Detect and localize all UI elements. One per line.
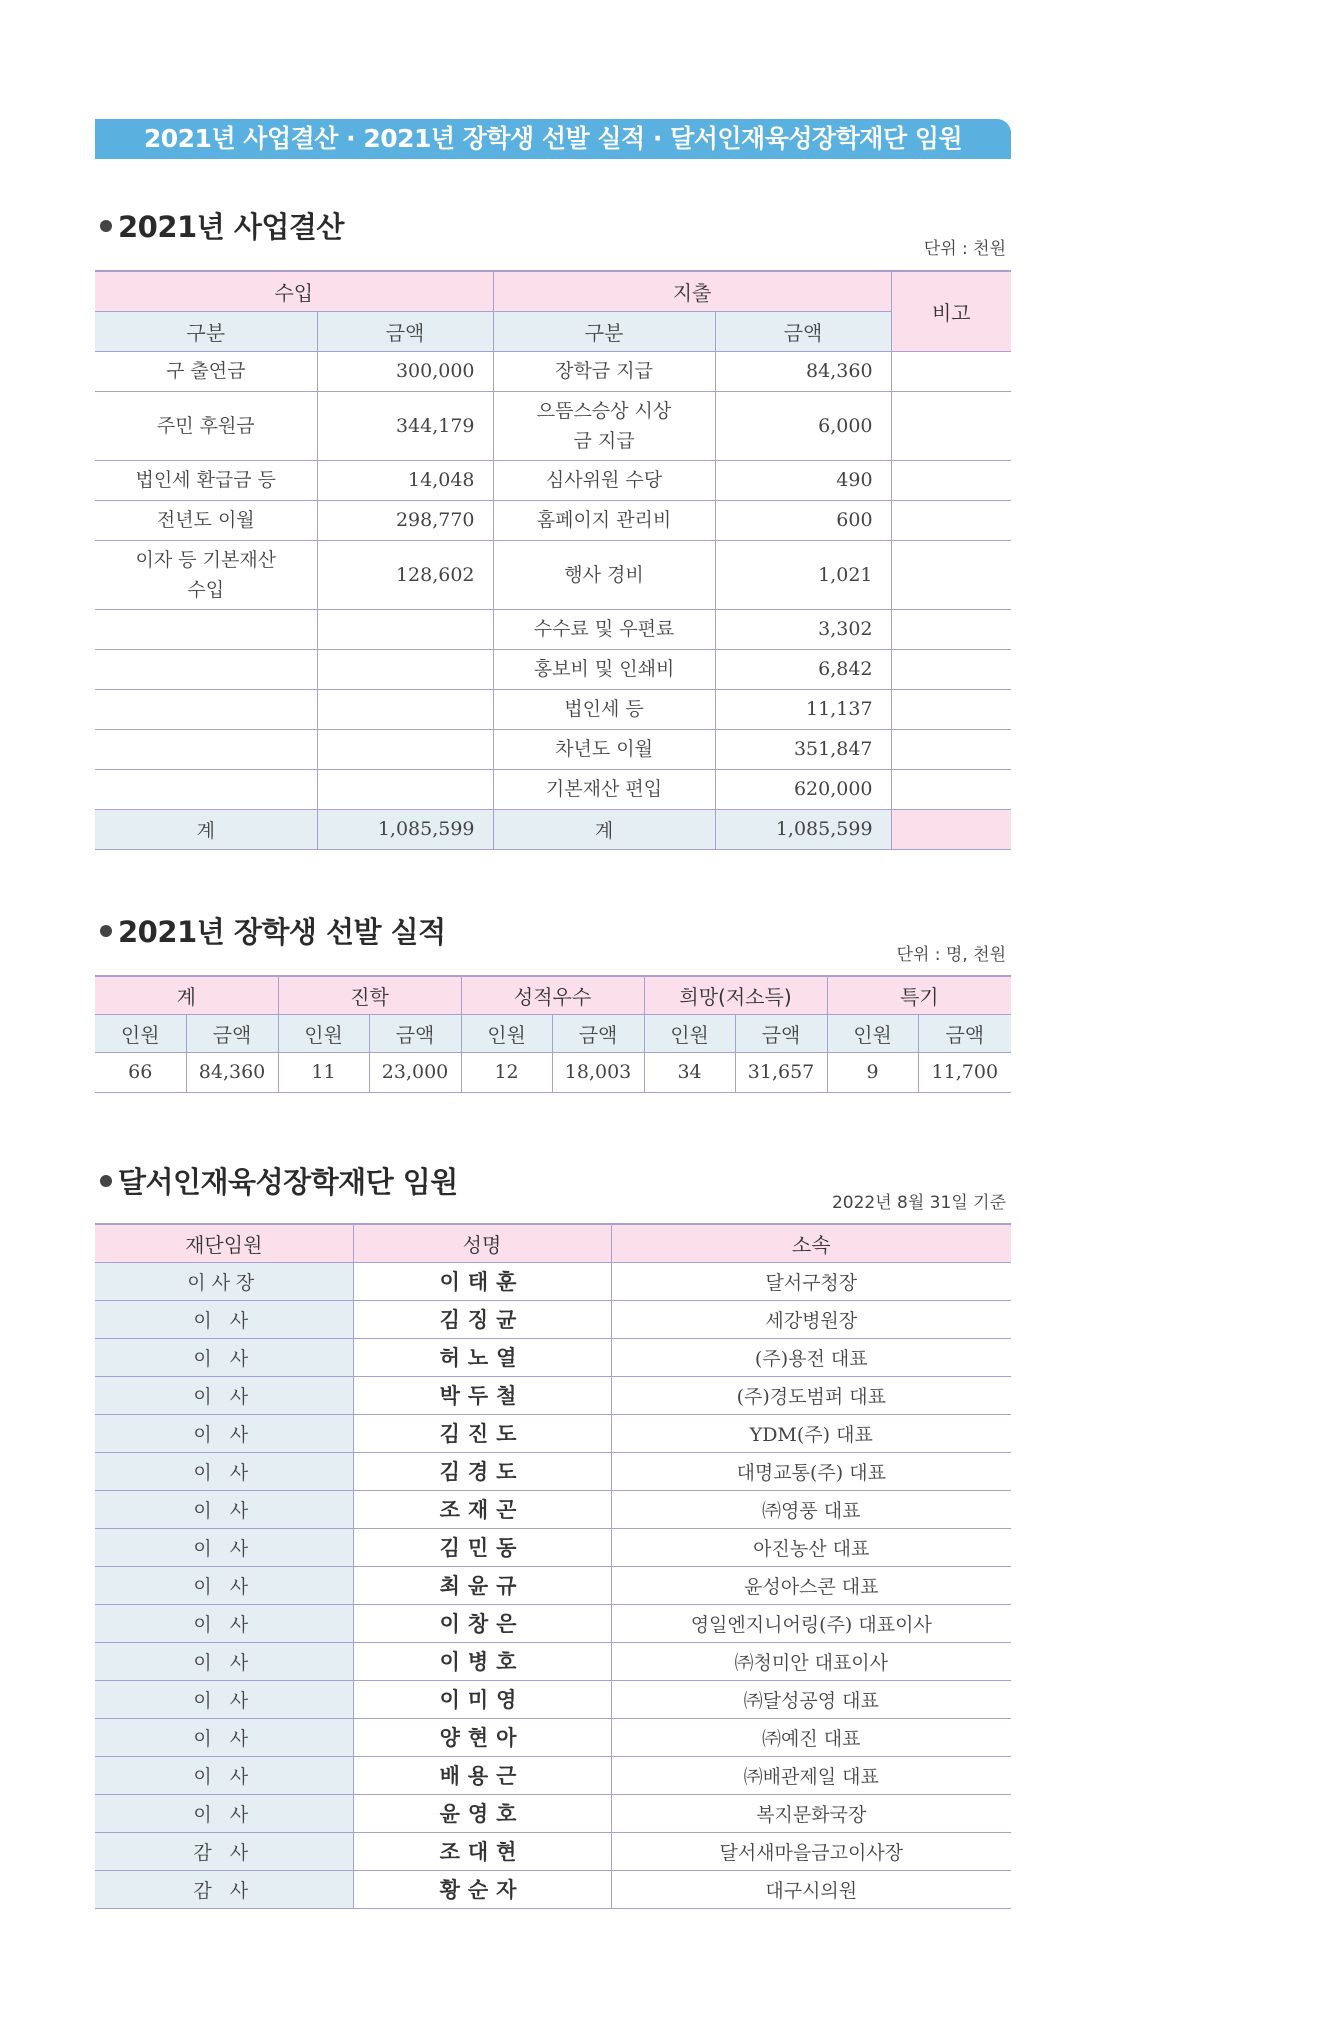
officer-org: 영일엔지니어링(주) 대표이사 — [611, 1604, 1011, 1642]
settlement-row — [95, 460, 1011, 500]
expense-category-cell: 행사 경비 — [493, 540, 715, 609]
income-amount-cell — [317, 729, 493, 769]
scholarship-group-header: 계 — [95, 976, 278, 1014]
income-amount-cell — [317, 689, 493, 729]
officer-name: 김징균 — [353, 1300, 611, 1338]
officer-org: ㈜청미안 대표이사 — [611, 1642, 1011, 1680]
expense-category-cell: 홍보비 및 인쇄비 — [493, 649, 715, 689]
income-amount-cell: 298,770 — [317, 500, 493, 540]
officer-org: ㈜달성공영 대표 — [611, 1680, 1011, 1718]
income-category-header: 구분 — [95, 311, 317, 351]
settlement-unit: 단위 : 천원 — [923, 239, 1006, 259]
settlement-row — [95, 609, 1011, 649]
income-amount-cell — [317, 769, 493, 809]
people-subheader: 인원 — [278, 1014, 369, 1052]
note-cell — [891, 391, 1011, 460]
note-cell — [891, 769, 1011, 809]
officer-org: 달서구청장 — [611, 1262, 1011, 1300]
people-subheader: 인원 — [461, 1014, 552, 1052]
officer-name: 이태훈 — [353, 1262, 611, 1300]
note-cell — [891, 649, 1011, 689]
officer-role: 감 사 — [95, 1870, 353, 1908]
officer-row — [95, 1376, 1011, 1414]
people-subheader: 인원 — [644, 1014, 735, 1052]
note-cell — [891, 729, 1011, 769]
officer-name: 이창은 — [353, 1604, 611, 1642]
officer-row — [95, 1604, 1011, 1642]
officer-org: ㈜배관제일 대표 — [611, 1756, 1011, 1794]
officer-role: 이 사 — [95, 1490, 353, 1528]
officers-table — [95, 1223, 1011, 1909]
officer-org: 대명교통(주) 대표 — [611, 1452, 1011, 1490]
total-income-amount: 1,085,599 — [317, 809, 493, 849]
people-value: 34 — [644, 1052, 735, 1092]
settlement-row — [95, 500, 1011, 540]
total-note-cell — [891, 809, 1011, 849]
settlement-row — [95, 729, 1011, 769]
officer-name: 허노열 — [353, 1338, 611, 1376]
amount-value: 18,003 — [552, 1052, 644, 1092]
officer-role: 이 사 — [95, 1300, 353, 1338]
income-amount-cell — [317, 609, 493, 649]
scholarship-title-text: 2021년 장학생 선발 실적 — [118, 915, 446, 949]
officer-row — [95, 1870, 1011, 1908]
officer-role: 이 사 — [95, 1452, 353, 1490]
expense-amount-cell: 3,302 — [715, 609, 891, 649]
people-subheader: 인원 — [827, 1014, 918, 1052]
income-category-cell: 구 출연금 — [95, 351, 317, 391]
officer-role: 이 사 — [95, 1718, 353, 1756]
officer-org: 대구시의원 — [611, 1870, 1011, 1908]
settlement-row — [95, 540, 1011, 609]
scholarship-group-header: 특기 — [827, 976, 1011, 1014]
officer-role: 이사장 — [95, 1262, 353, 1300]
note-cell — [891, 500, 1011, 540]
amount-value: 23,000 — [369, 1052, 461, 1092]
income-amount-cell: 14,048 — [317, 460, 493, 500]
officer-org: 윤성아스콘 대표 — [611, 1566, 1011, 1604]
officer-name: 김진도 — [353, 1414, 611, 1452]
note-cell — [891, 540, 1011, 609]
officer-org: 세강병원장 — [611, 1300, 1011, 1338]
expense-amount-cell: 351,847 — [715, 729, 891, 769]
income-category-cell — [95, 729, 317, 769]
officer-role: 감 사 — [95, 1832, 353, 1870]
officer-row — [95, 1680, 1011, 1718]
expense-amount-cell: 11,137 — [715, 689, 891, 729]
officer-name: 이병호 — [353, 1642, 611, 1680]
expense-amount-header: 금액 — [715, 311, 891, 351]
expense-amount-cell: 600 — [715, 500, 891, 540]
income-category-cell — [95, 609, 317, 649]
scholarship-group-header: 진학 — [278, 976, 461, 1014]
officer-role-header: 재단임원 — [95, 1224, 353, 1262]
note-header: 비고 — [891, 271, 1011, 351]
officer-name: 조대현 — [353, 1832, 611, 1870]
officer-row — [95, 1338, 1011, 1376]
income-header: 수입 — [95, 271, 493, 311]
officer-row — [95, 1452, 1011, 1490]
officer-name: 황순자 — [353, 1870, 611, 1908]
people-subheader: 인원 — [95, 1014, 186, 1052]
officer-name: 이미영 — [353, 1680, 611, 1718]
income-category-cell: 전년도 이월 — [95, 500, 317, 540]
officer-org: 복지문화국장 — [611, 1794, 1011, 1832]
total-expense-label: 계 — [493, 809, 715, 849]
expense-category-cell: 으뜸스승상 시상금 지급 — [493, 391, 715, 460]
expense-category-header: 구분 — [493, 311, 715, 351]
people-value: 12 — [461, 1052, 552, 1092]
amount-subheader: 금액 — [369, 1014, 461, 1052]
settlement-title-text: 2021년 사업결산 — [118, 210, 344, 244]
settlement-row — [95, 391, 1011, 460]
expense-amount-cell: 6,000 — [715, 391, 891, 460]
note-cell — [891, 351, 1011, 391]
income-amount-cell: 128,602 — [317, 540, 493, 609]
section-banner: 2021년 사업결산 · 2021년 장학생 선발 실적 · 달서인재육성장학재단 임원 — [95, 119, 1011, 159]
officer-name: 최윤규 — [353, 1566, 611, 1604]
settlement-row — [95, 649, 1011, 689]
officer-name: 김경도 — [353, 1452, 611, 1490]
income-category-cell — [95, 649, 317, 689]
expense-amount-cell: 490 — [715, 460, 891, 500]
settlement-row — [95, 351, 1011, 391]
officer-row — [95, 1566, 1011, 1604]
income-category-cell — [95, 689, 317, 729]
officer-role: 이 사 — [95, 1338, 353, 1376]
officers-title-text: 달서인재육성장학재단 임원 — [118, 1165, 458, 1199]
officer-org: YDM(주) 대표 — [611, 1414, 1011, 1452]
amount-value: 31,657 — [735, 1052, 827, 1092]
expense-amount-cell: 620,000 — [715, 769, 891, 809]
officer-role: 이 사 — [95, 1528, 353, 1566]
officer-role: 이 사 — [95, 1604, 353, 1642]
bullet-dot-icon — [100, 1175, 112, 1187]
officer-role: 이 사 — [95, 1794, 353, 1832]
officer-name: 배용근 — [353, 1756, 611, 1794]
scholarship-table — [95, 975, 1011, 1093]
officers-date: 2022년 8월 31일 기준 — [831, 1193, 1006, 1213]
officer-role: 이 사 — [95, 1566, 353, 1604]
settlement-row — [95, 689, 1011, 729]
officer-org: ㈜예진 대표 — [611, 1718, 1011, 1756]
officer-org: 달서새마을금고이사장 — [611, 1832, 1011, 1870]
officer-row — [95, 1756, 1011, 1794]
bullet-dot-icon — [100, 220, 112, 232]
officer-role: 이 사 — [95, 1680, 353, 1718]
scholarship-group-header: 성적우수 — [461, 976, 644, 1014]
expense-category-cell: 심사위원 수당 — [493, 460, 715, 500]
expense-category-cell: 장학금 지급 — [493, 351, 715, 391]
settlement-row — [95, 769, 1011, 809]
officer-row — [95, 1718, 1011, 1756]
note-cell — [891, 689, 1011, 729]
scholarship-title — [100, 910, 446, 951]
amount-value: 11,700 — [918, 1052, 1011, 1092]
people-value: 66 — [95, 1052, 186, 1092]
officers-title — [100, 1160, 458, 1201]
officer-role: 이 사 — [95, 1756, 353, 1794]
officer-org: (주)용전 대표 — [611, 1338, 1011, 1376]
officer-row — [95, 1300, 1011, 1338]
amount-subheader: 금액 — [735, 1014, 827, 1052]
officer-name-header: 성명 — [353, 1224, 611, 1262]
officer-org: ㈜영풍 대표 — [611, 1490, 1011, 1528]
income-amount-cell — [317, 649, 493, 689]
settlement-table — [95, 270, 1011, 850]
officer-org: (주)경도범퍼 대표 — [611, 1376, 1011, 1414]
officer-row — [95, 1832, 1011, 1870]
officer-row — [95, 1414, 1011, 1452]
expense-category-cell: 법인세 등 — [493, 689, 715, 729]
income-amount-cell: 300,000 — [317, 351, 493, 391]
income-amount-cell: 344,179 — [317, 391, 493, 460]
expense-category-cell: 홈페이지 관리비 — [493, 500, 715, 540]
income-category-cell: 법인세 환급금 등 — [95, 460, 317, 500]
income-category-cell: 주민 후원금 — [95, 391, 317, 460]
scholarship-group-header: 희망(저소득) — [644, 976, 827, 1014]
amount-value: 84,360 — [186, 1052, 278, 1092]
officer-org-header: 소속 — [611, 1224, 1011, 1262]
officer-role: 이 사 — [95, 1376, 353, 1414]
amount-subheader: 금액 — [918, 1014, 1011, 1052]
officer-row — [95, 1642, 1011, 1680]
bullet-dot-icon — [100, 925, 112, 937]
people-value: 9 — [827, 1052, 918, 1092]
note-cell — [891, 460, 1011, 500]
settlement-total-row — [95, 809, 1011, 849]
officer-role: 이 사 — [95, 1414, 353, 1452]
settlement-title — [100, 205, 344, 246]
note-cell — [891, 609, 1011, 649]
expense-category-cell: 기본재산 편입 — [493, 769, 715, 809]
expense-category-cell: 수수료 및 우편료 — [493, 609, 715, 649]
officer-row — [95, 1262, 1011, 1300]
officer-row — [95, 1794, 1011, 1832]
officer-role: 이 사 — [95, 1642, 353, 1680]
expense-amount-cell: 1,021 — [715, 540, 891, 609]
income-amount-header: 금액 — [317, 311, 493, 351]
expense-amount-cell: 84,360 — [715, 351, 891, 391]
scholarship-unit: 단위 : 명, 천원 — [896, 945, 1006, 965]
expense-amount-cell: 6,842 — [715, 649, 891, 689]
income-category-cell — [95, 769, 317, 809]
expense-header: 지출 — [493, 271, 891, 311]
officer-name: 김민동 — [353, 1528, 611, 1566]
officer-name: 박두철 — [353, 1376, 611, 1414]
expense-category-cell: 차년도 이월 — [493, 729, 715, 769]
amount-subheader: 금액 — [186, 1014, 278, 1052]
officer-row — [95, 1528, 1011, 1566]
officer-org: 아진농산 대표 — [611, 1528, 1011, 1566]
officer-name: 조재곤 — [353, 1490, 611, 1528]
officer-name: 윤영호 — [353, 1794, 611, 1832]
people-value: 11 — [278, 1052, 369, 1092]
officer-row — [95, 1490, 1011, 1528]
amount-subheader: 금액 — [552, 1014, 644, 1052]
total-income-label: 계 — [95, 809, 317, 849]
income-category-cell: 이자 등 기본재산 수입 — [95, 540, 317, 609]
officer-name: 양현아 — [353, 1718, 611, 1756]
total-expense-amount: 1,085,599 — [715, 809, 891, 849]
